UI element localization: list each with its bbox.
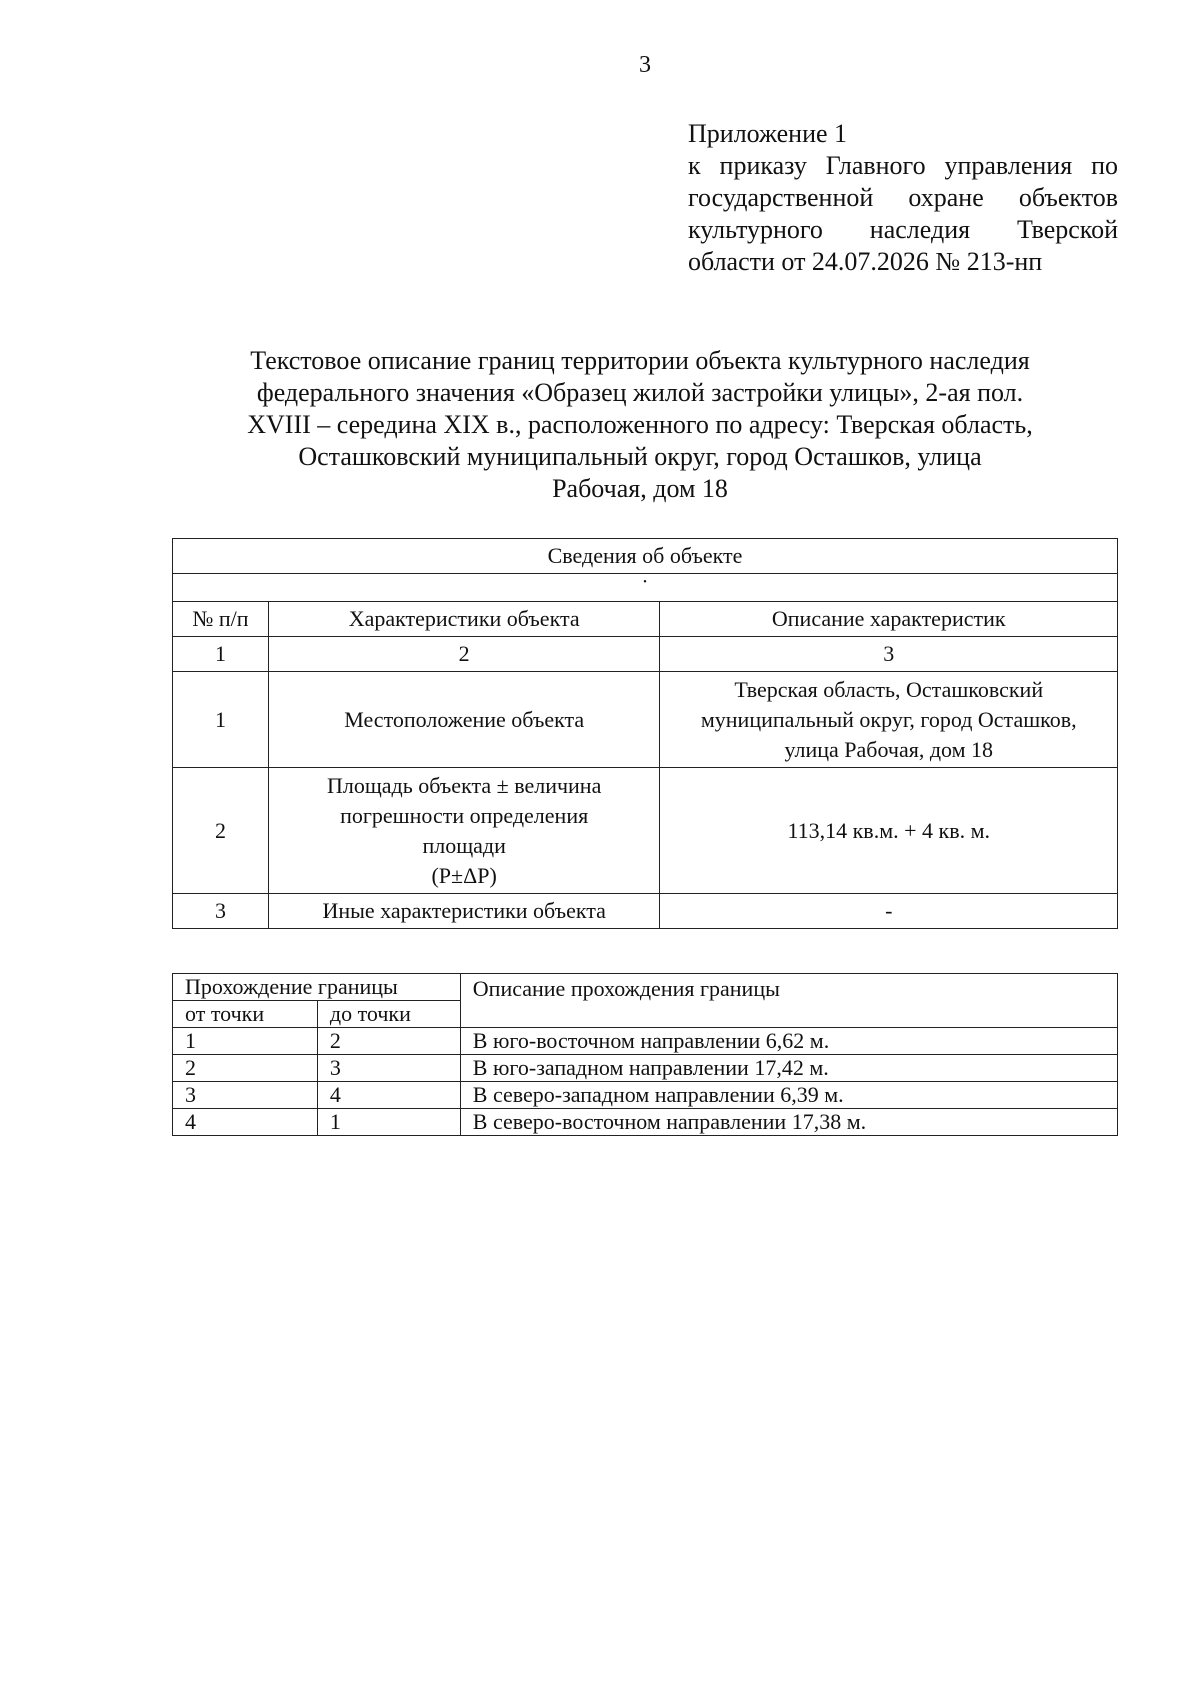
- row-description: Тверская область, Осташковский муниципальный округ, город Осташков, улица Рабочая, дом 18: [660, 672, 1118, 768]
- row-characteristic: Иные характеристики объекта: [268, 894, 660, 929]
- from-point: 1: [173, 1028, 318, 1055]
- row-description: -: [660, 894, 1118, 929]
- title-line: федерального значения «Образец жилой застройки улицы», 2-ая пол.: [256, 378, 1024, 407]
- to-point: 3: [317, 1055, 460, 1082]
- to-point: 2: [317, 1028, 460, 1055]
- header-from-point: от точки: [173, 1001, 318, 1028]
- row-description: 113,14 кв.м. + 4 кв. м.: [660, 768, 1118, 894]
- row-characteristic: Местоположение объекта: [268, 672, 660, 768]
- boundary-description: В юго-западном направлении 17,42 м.: [460, 1055, 1117, 1082]
- page-number: 3: [639, 52, 651, 78]
- boundary-description: В северо-восточном направлении 17,38 м.: [460, 1109, 1117, 1136]
- row-num: 1: [173, 672, 269, 768]
- from-point: 3: [173, 1082, 318, 1109]
- col-number: 2: [268, 637, 660, 672]
- characteristic-line: погрешности определения: [340, 802, 589, 828]
- boundary-description: В северо-западном направлении 6,39 м.: [460, 1082, 1117, 1109]
- appendix-line: культурного наследия Тверской: [688, 215, 1118, 244]
- from-point: 4: [173, 1109, 318, 1136]
- characteristic-line: площади: [422, 832, 506, 858]
- to-point: 4: [317, 1082, 460, 1109]
- header-to-point: до точки: [317, 1001, 460, 1028]
- col-number: 3: [660, 637, 1118, 672]
- header-boundary-pass: Прохождение границы: [173, 974, 461, 1001]
- object-info-table: [172, 538, 1118, 929]
- header-description: Описание характеристик: [660, 602, 1118, 637]
- appendix-line: области от 24.07.2026 № 213-нп: [688, 247, 1043, 276]
- header-boundary-description: Описание прохождения границы: [460, 974, 1117, 1028]
- appendix-line: государственной охране объектов: [688, 183, 1118, 212]
- appendix-line: Приложение 1: [688, 119, 848, 148]
- row-characteristic: [268, 768, 660, 894]
- row-num: 3: [173, 894, 269, 929]
- info-table-dot: •: [173, 574, 1118, 602]
- title-line: XVIII – середина XIX в., расположенного по адресу: Тверская область,: [247, 410, 1033, 439]
- document-title: [175, 345, 1105, 505]
- header-num: № п/п: [173, 602, 269, 637]
- info-table-caption: Сведения об объекте: [173, 539, 1118, 574]
- header-characteristic: Характеристики объекта: [268, 602, 660, 637]
- characteristic-line: (Р±ΔР): [431, 862, 497, 888]
- row-num: 2: [173, 768, 269, 894]
- from-point: 2: [173, 1055, 318, 1082]
- title-line: Рабочая, дом 18: [552, 474, 728, 503]
- boundary-table: [172, 973, 1118, 1136]
- appendix-block: [688, 118, 1118, 278]
- to-point: 1: [317, 1109, 460, 1136]
- col-number: 1: [173, 637, 269, 672]
- title-line: Текстовое описание границ территории объекта культурного наследия: [250, 346, 1030, 375]
- title-line: Осташковский муниципальный округ, город Осташков, улица: [298, 442, 982, 471]
- appendix-line: к приказу Главного управления по: [688, 151, 1118, 180]
- characteristic-line: Площадь объекта ± величина: [326, 772, 602, 798]
- boundary-description: В юго-восточном направлении 6,62 м.: [460, 1028, 1117, 1055]
